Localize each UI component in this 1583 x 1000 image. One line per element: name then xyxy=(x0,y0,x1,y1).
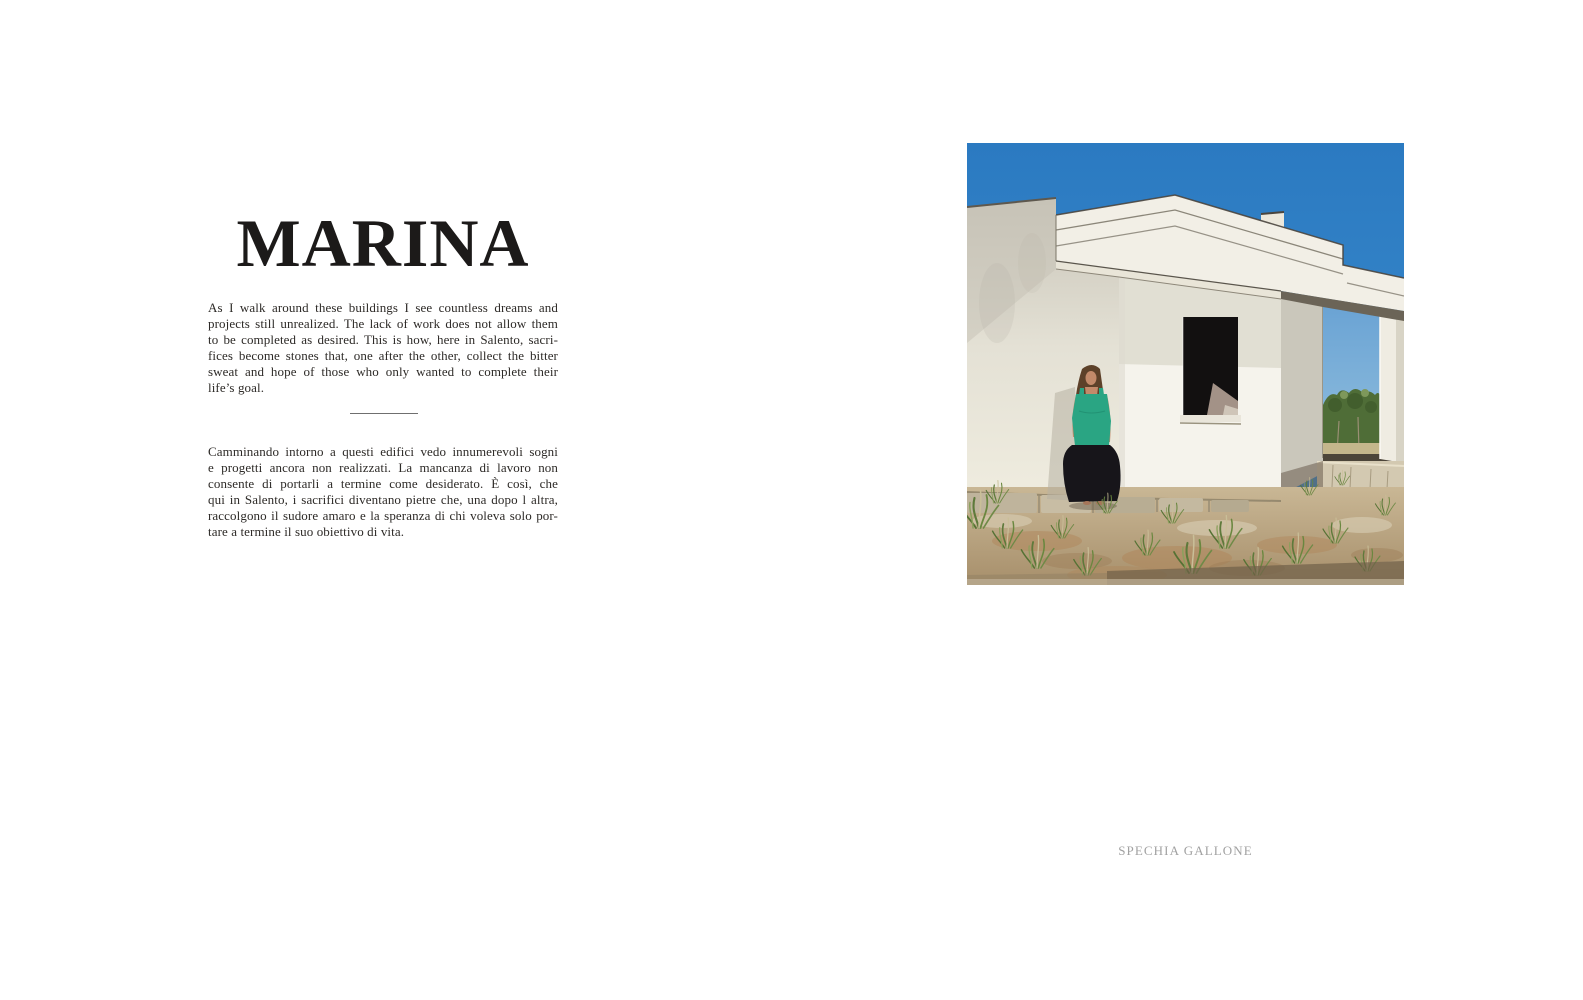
building-walls xyxy=(967,198,1323,500)
photo-caption: SPECHIA GALLONE xyxy=(1118,843,1253,858)
window xyxy=(1180,317,1241,424)
foreground-shadows xyxy=(967,561,1404,585)
text-line: e progetti ancora non realizzati. La mancanza di lavoro non xyxy=(208,460,558,475)
stone-kerb xyxy=(1281,461,1404,495)
soffit-front xyxy=(1056,261,1281,299)
rubble-row xyxy=(967,493,1249,513)
paragraph-english xyxy=(208,300,558,396)
text-line: sweat and hope of those who only wanted to complete their xyxy=(208,364,558,379)
foot xyxy=(1096,501,1104,505)
tank-top xyxy=(1072,394,1111,446)
text-line: life’s goal. xyxy=(208,380,265,395)
text-line: projects still unrealized. The lack of work does not allow them xyxy=(208,316,558,331)
arm-left xyxy=(1072,395,1080,437)
wall-shadow xyxy=(1047,387,1079,501)
photo-figure xyxy=(967,143,1404,585)
page-title: MARINA xyxy=(236,205,530,281)
soffit-carport xyxy=(1281,291,1404,321)
neck xyxy=(1085,387,1098,396)
window-sill xyxy=(1180,415,1241,422)
carport-opening xyxy=(1323,305,1404,465)
text-line: to be completed as desired. This is how, here in Salento, sacri- xyxy=(208,332,558,347)
text-line: fices become stones that, one after the other, collect the bitter xyxy=(208,348,558,363)
section-divider xyxy=(350,413,418,414)
text-line: As I walk around these buildings I see countless dreams and xyxy=(208,300,558,315)
text-line: consente di portarli a termine come desiderato. È così, che xyxy=(208,476,558,491)
arm-right xyxy=(1104,395,1111,442)
paragraph-italian xyxy=(208,444,558,540)
text-line: raccolgono il sudore amaro e la speranza di chi voleva solo por- xyxy=(208,508,558,523)
ground xyxy=(967,487,1404,585)
woman-figure xyxy=(1047,365,1121,510)
chimney xyxy=(1261,212,1284,233)
text-line: qui in Salento, i sacrifici diventano pietre che, una dopo l altra, xyxy=(208,492,558,507)
roof-cornice xyxy=(1056,195,1404,321)
text-line: Camminando intorno a questi edifici vedo innumerevoli sogni xyxy=(208,444,558,459)
photo-svg xyxy=(967,143,1404,585)
sky xyxy=(967,143,1404,585)
hair xyxy=(1074,365,1107,419)
left-page xyxy=(208,0,558,1000)
face xyxy=(1086,371,1097,385)
text-line: tare a termine il suo obiettivo di vita. xyxy=(208,524,405,539)
carport-column xyxy=(1380,311,1404,463)
foot xyxy=(1083,501,1091,505)
olive-trees xyxy=(1323,389,1404,455)
skirt xyxy=(1063,445,1121,502)
weeds xyxy=(967,470,1395,575)
